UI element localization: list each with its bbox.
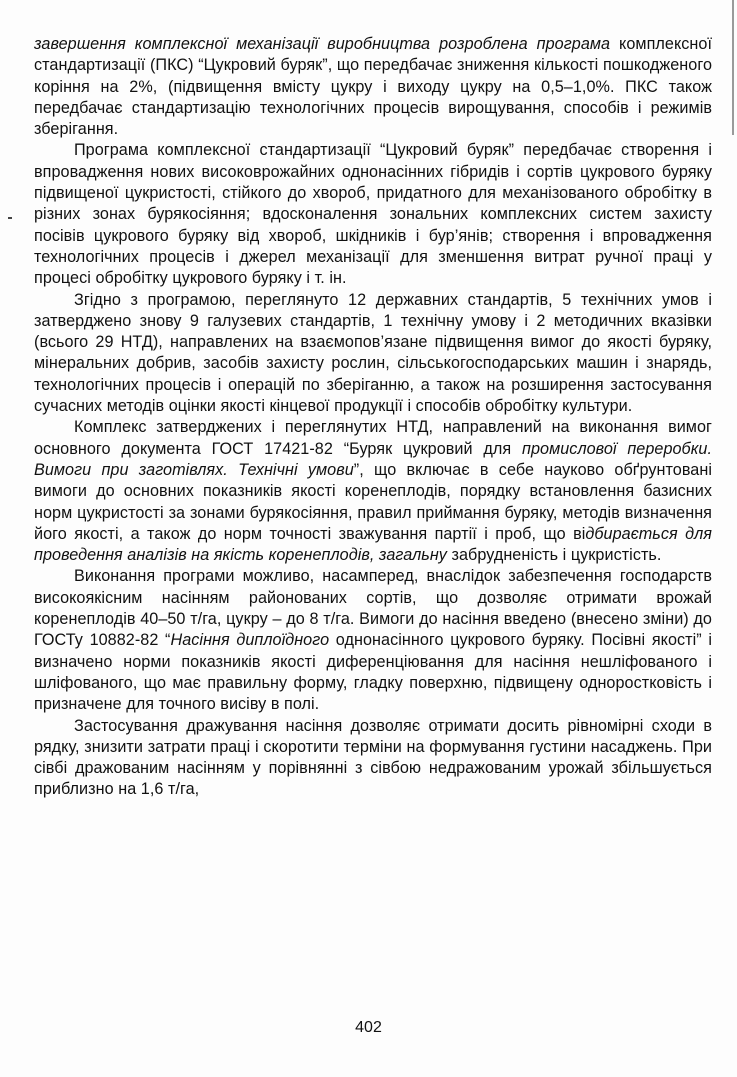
text-segment: завершення комплексної механізації виробництва розроблена програма (34, 35, 611, 53)
text-segment: Виконання програми можливо, насамперед, внаслідок забезпечення господарств високоякісним насінням районованих сортів, що дозволяє отримати врожай коренеплодів 40–50 т/га, цукру – до 8 т/га. Вимоги до насіння введено (внесено зміни) до ГОСТу 10882-82 “ (34, 567, 712, 650)
text-segment: Застосування дражування насіння дозволяє отримати досить рівномірні сходи в рядку, знизити затрати праці і скоротити терміни на формування густини насаджень. При сівбі дражованим насінням у порівнянні з сівбою недражованим урожай збільшується приблизно на 1,6 т/га, (34, 716, 712, 799)
text-segment-italic: промислової переробки. Вимоги при заготівлях. Технічні умови (34, 439, 712, 479)
text-segment: ”, що включає в себе науково обґрунтовані вимоги до основних показників якості коренеплодів, порядку встановлення базисних норм цукристості за зонами бурякосіяння, правил приймання буряку, методів визначення його якості, а також до норм точності зважування партії і проб, що ві (34, 460, 712, 543)
paragraph-5 (34, 566, 712, 715)
text-segment: Програма комплексної стандартизації “Цукровий буряк” передбачає створення і впровадження нових високоврожайних однонасінних гібридів і сортів цукрового буряку підвищеної цукристості, стійкого до хвороб, придатного для механізованого обробітку в різних зонах бурякосіяння; вдосконалення зональних комплексних систем захисту посівів цукрового буряку від хвороб, шкідників і бур’янів; створення і впровадження технологічних процесів і джерел механізації для зменшення витрат ручної праці у процесі обробітку цукрового буряку і т. ін. (34, 141, 712, 288)
paragraph-4 (34, 417, 712, 566)
text-segment: комплексної стандартизації (ПКС) “Цукровий буряк”, що передбачає зниження кількості пошкодженого коріння на 2%, (підвищення вмісту цукру і виходу цукру на 0,5–1,0%. ПКС також передбачає стандартизацію технологічних процесів вирощування, способів і режимів зберігання. (34, 35, 712, 139)
text-segment-italic: дбирається для проведення аналізів на якість коренеплодів, загальну (34, 524, 712, 565)
page-number: 402 (355, 1019, 382, 1036)
paragraph-6 (34, 716, 712, 801)
text-segment: Комплекс затверджених і переглянутих НТД, направлений на виконання вимог основного документа ГОСТ 17421-82 “Буряк цукровий для (34, 418, 712, 458)
text-segment: однонасінного цукрового буряку. Посівні якості” і визначено норми показників якості диференціювання для насіння нешліфованого і шліфованого, що має правильну форму, гладку поверхню, підвищену одноростковість і призначене для точного висіву в полі. (34, 631, 712, 714)
paragraph-1 (34, 34, 712, 140)
text-segment: Згідно з програмою, переглянуто 12 державних стандартів, 5 технічних умов і затверджено знову 9 галузевих стандартів, 1 технічну умову і 2 методичних вказівки (всього 29 НТД), направлених на взаємопов’язане підвищення вимог до якості буряку, мінеральних добрив, засобів захисту рослин, сільськогосподарських машин і знарядь, технологічних процесів і операцій по зберіганню, а також на розширення застосування сучасних методів оцінки якості кінцевої продукції і способів обробітку культури. (34, 290, 712, 416)
margin-mark (8, 217, 12, 219)
text-segment-italic: Насіння диплоїдного (170, 631, 330, 650)
paragraph-2 (34, 140, 712, 289)
scan-edge-mark (732, 0, 734, 135)
text-segment: забрудненість і цукристість. (446, 546, 662, 565)
body-text (34, 34, 712, 801)
paragraph-3 (34, 290, 712, 418)
